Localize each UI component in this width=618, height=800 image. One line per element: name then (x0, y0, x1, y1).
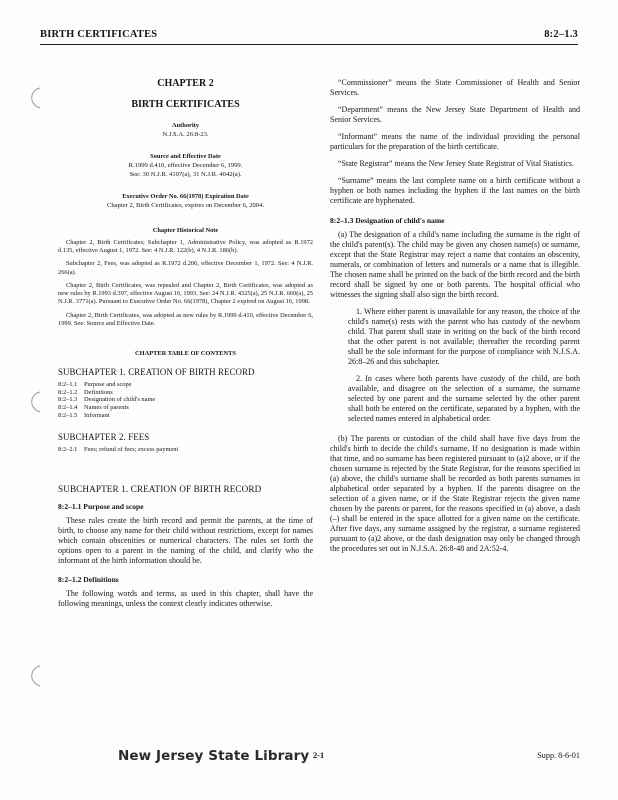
toc-num: 8:2–2.1 (58, 446, 78, 454)
toc-num: 8:2–1.4 (58, 404, 78, 412)
toc-label: Designation of child's name (84, 396, 156, 404)
chapter-title: BIRTH CERTIFICATES (131, 99, 240, 110)
running-header (40, 29, 578, 45)
source-heading: Source and Effective Date (150, 153, 221, 161)
toc-row (58, 381, 313, 389)
paragraph-b: (b) The parents or custodian of the child shall have five days from the child's birth to decide the child's surname. If no designation is made within that time, and no surname has been registered pursuant to (a)2 above, or if the chosen surname is rejected by the State Registrar, for the reasons specified in (a) above, the child's surname shall be recorded as both parents surnames in alphabetical order separated by a hyphen. If the parents disagree on the selection of a given name, or if the State Registrar rejects the given name chosen by the parents or parent, for the reasons specified in (a) above, a dash (–) shall be entered in the space allotted for a given name on the certificate. After five days, any surname assigned by the registrar, a surname registered pursuant to (a)2 above, or the dash designation may only be changed through the procedures set out in N.J.S.A. 26:8-48 and 2A:52-4. (330, 434, 580, 553)
toc-num: 8:2–1.1 (58, 381, 78, 389)
definition: “Department” means the New Jersey State Department of Health and Senior Services. (330, 105, 580, 124)
definition: “State Registrar” means the New Jersey State Registrar of Vital Statistics. (338, 159, 574, 168)
toc-label: Names of parents (84, 404, 129, 412)
toc-row (58, 446, 313, 454)
toc-heading: CHAPTER TABLE OF CONTENTS (135, 350, 236, 358)
toc-subchapter-2: SUBCHAPTER 2. FEES (58, 432, 150, 443)
toc-num: 8:2–1.3 (58, 396, 78, 404)
section-text-1-2: The following words and terms, as used in this chapter, shall have the following meanings, unless the context clearly indicates otherwise. (58, 588, 313, 608)
toc-label: Informant (84, 411, 110, 419)
toc-label: Fees; refund of fees; excess payment (84, 446, 179, 454)
authority-text: N.J.S.A. 26:8-23. (162, 131, 209, 138)
paragraph-a: (a) The designation of a child's name including the surname is the right of the child's parent(s). The child may be given any chosen name(s) or surname, except that the State Registrar may reject a name that contains an obscenity, numerals, or combination of letters and numerals or a name that is illegible. The chosen name shall be printed on the back of the birth record and the birth record shall be signed by one or both parents. The hospital official who witnesses the signing shall also sign the birth record. (330, 230, 580, 299)
history-note: Chapter 2, Birth Certificates, was repealed and Chapter 2, Birth Certificates, was adopted as new rules by R.1993 d.397, effective August 16, 1993. See: 24 N.J.R. 4325(a), 25 N.J.R. 660(a), 25 N.J.R. 3771(a). Pursuant to Executive Order No. 66(1978), Chapter 2 expired on August 16, 1998. (58, 281, 313, 306)
header-title: BIRTH CERTIFICATES (40, 29, 158, 40)
chapter-number: CHAPTER 2 (157, 78, 214, 89)
toc-list-2 (58, 446, 313, 454)
supplement-date: Supp. 8-6-01 (537, 751, 580, 760)
toc-num: 8:2–1.5 (58, 411, 78, 419)
history-heading: Chapter Historical Note (152, 226, 219, 234)
toc-row (58, 389, 313, 397)
punch-hole-icon (26, 664, 46, 688)
header-section: 8:2–1.3 (544, 29, 578, 40)
paragraph-a2: 2. In cases where both parents have custody of the child, are both available, and disagree on the selection of a surname, the surname selected by one parent and the surname selected by the other parent shall both be entered on the certificate, separated by a hyphen, with the selected names entered in alphabetical order. (348, 374, 580, 423)
toc-subchapter-1: SUBCHAPTER 1. CREATION OF BIRTH RECORD (58, 367, 255, 378)
exec-order-heading: Executive Order No. 66(1978) Expiration Date (122, 193, 249, 201)
page-number: 2-1 (313, 751, 325, 760)
paragraph-a1: 1. Where either parent is unavailable for any reason, the choice of the child's name(s) rests with the parent who has custody of the newborn child. That parent shall state in writing on the back of the birth record that the other parent is not available; thereafter the recording parent shall be the sole informant for the purpose of compliance with N.J.S.A. 26:8–26 and this subchapter. (348, 307, 580, 366)
definition: “Commissioner” means the State Commissioner of Health and Senior Services. (330, 78, 580, 97)
section-heading-1-2: 8:2–1.2 Definitions (58, 574, 119, 584)
toc-row (58, 396, 313, 404)
source-line: R.1999 d.410, effective December 6, 1999. (128, 162, 243, 170)
definition: “Informant” means the name of the individual providing the personal particulars for the preparation of the birth certificate. (330, 132, 580, 151)
subchapter-1-heading: SUBCHAPTER 1. CREATION OF BIRTH RECORD (58, 483, 262, 494)
library-logo: New Jersey State Library (118, 748, 310, 764)
history-note: Subchapter 2, Fees, was adopted as R.1972 d.206, effective December 1, 1972. See: 4 N.J.R. 266(a). (58, 260, 313, 276)
section-heading-1-3: 8:2–1.3 Designation of child's name (330, 216, 445, 225)
exec-order-text: Chapter 2, Birth Certificates, expires on December 6, 2004. (106, 202, 265, 210)
right-column (330, 78, 580, 561)
authority-heading: Authority (172, 122, 199, 129)
toc-row (58, 404, 313, 412)
toc-list-1 (58, 381, 313, 419)
toc-label: Purpose and scope (84, 381, 132, 389)
section-heading-1-1: 8:2–1.1 Purpose and scope (58, 501, 144, 511)
toc-row (58, 412, 313, 420)
history-note: Chapter 2, Birth Certificates, was adopted as new rules by R.1999 d.410, effective December 6, 1999. See: Source and Effective Date. (58, 311, 313, 327)
punch-hole-icon (26, 86, 46, 110)
history-note: Chapter 2, Birth Certificates; Subchapter 1, Administrative Policy, was adopted as R.1972 d.135, effective August 1, 1972. See: 4 N.J.R. 122(b), 4 N.J.R. 186(b). (58, 238, 313, 254)
toc-label: Definitions (84, 388, 113, 396)
header-rule (40, 44, 578, 45)
source-line: See: 30 N.J.R. 4107(a), 31 N.J.R. 4042(a). (129, 170, 242, 178)
punch-hole-icon (26, 390, 46, 414)
left-column (58, 78, 313, 616)
toc-num: 8:2–1.2 (58, 388, 78, 396)
definition: “Surname” means the last complete name on a birth certificate without a hyphen or both names including the hyphen if the last names on the birth certificate are hyphenated. (330, 176, 580, 205)
section-text-1-1: These rules create the birth record and permit the parents, at the time of birth, to choose any name for their child without restrictions, except for names which contain obscenities or numerical characters. The rules set forth the options open to a parent in the naming of the child, and clarify who the informant of the birth information should be. (58, 515, 313, 565)
